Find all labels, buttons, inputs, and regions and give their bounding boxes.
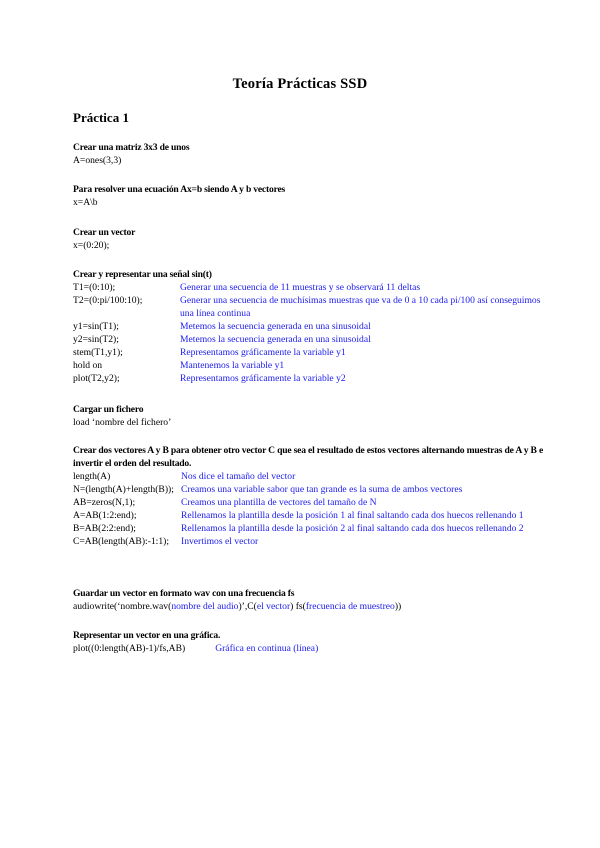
code-line: x=A\b [73, 197, 98, 208]
code-cell: y1=sin(T1); [73, 321, 119, 332]
param-comment: nombre del audio [171, 601, 239, 612]
section-load-file [73, 403, 543, 429]
section-heading: Representar un vector en una gráfica. [73, 630, 221, 641]
code-row [73, 509, 543, 522]
code-cell: y2=sin(T2); [73, 334, 119, 345]
comment-cell: Gráfica en continua (línea) [215, 643, 319, 654]
code-line: x=(0:20); [73, 240, 110, 251]
section-save-wav [73, 587, 543, 613]
comment-cell: Rellenamos la plantilla desde la posición 2 al final saltando cada dos huecos rellenando 2 [181, 523, 524, 534]
code-row [73, 359, 543, 372]
section-ones-matrix [73, 141, 543, 167]
code-row [73, 522, 543, 535]
section-heading: Cargar un fichero [73, 404, 144, 415]
section-heading: Crear dos vectores A y B para obtener otro vector C que sea el resultado de estos vectores alternando muestras de A y B e invertir el orden del resultado. [73, 445, 543, 469]
comment-cell: Representamos gráficamente la variable y2 [180, 373, 346, 384]
code-cell: T2=(0:pi/100:10); [73, 295, 143, 306]
comment-cell: Generar una secuencia de 11 muestras y se observará 11 deltas [180, 282, 421, 293]
code-cell: A=AB(1:2:end); [73, 510, 137, 521]
code-fragment: )) [394, 601, 402, 612]
code-line [73, 600, 543, 613]
section-heading: Crear y representar una señal sin(t) [73, 269, 212, 280]
code-fragment: ) fs( [290, 601, 306, 612]
section-heading: Para resolver una ecuación Ax=b siendo A y b vectores [73, 184, 286, 195]
comment-cell: Invertimos el vector [181, 536, 259, 547]
param-comment: frecuencia de muestreo [305, 601, 395, 612]
comment-cell: Representamos gráficamente la variable y1 [180, 347, 346, 358]
code-row [73, 281, 543, 294]
comment-cell: Creamos una variable sabor que tan grande es la suma de ambos vectores [181, 484, 463, 495]
param-comment: el vector [256, 601, 291, 612]
code-cell: plot(T2,y2); [73, 373, 120, 384]
code-line: A=ones(3,3) [73, 155, 122, 166]
section-plot-vector [73, 629, 543, 655]
code-cell: AB=zeros(N,1); [73, 497, 136, 508]
code-row [73, 372, 543, 385]
section-sine-signal [73, 268, 543, 385]
comment-cell: Nos dice el tamaño del vector [181, 471, 296, 482]
code-fragment: plot((0:length(AB)-1)/fs,AB) [73, 643, 186, 654]
code-cell: hold on [73, 360, 103, 371]
code-row [73, 470, 543, 483]
code-cell: T1=(0:10); [73, 282, 116, 293]
section-heading: Crear una matriz 3x3 de unos [73, 142, 190, 153]
comment-cell: Mantenemos la variable y1 [180, 360, 285, 371]
code-row [73, 320, 543, 333]
comment-cell: Metemos la secuencia generada en una sinusoidal [180, 321, 371, 332]
comment-cell: Creamos una plantilla de vectores del tamaño de N [181, 497, 377, 508]
code-row [73, 483, 543, 496]
practice-heading: Práctica 1 [73, 110, 129, 125]
comment-cell: Metemos la secuencia generada en una sinusoidal [180, 334, 371, 345]
section-interleave-vectors [73, 444, 543, 548]
section-solve-equation [73, 183, 543, 209]
code-cell: N=(length(A)+length(B)); [73, 484, 174, 495]
code-row [73, 346, 543, 359]
section-heading: Guardar un vector en formato wav con una frecuencia fs [73, 588, 295, 599]
code-row [73, 496, 543, 509]
section-heading: Crear un vector [73, 227, 136, 238]
code-fragment: audiowrite(‘nombre.wav( [73, 601, 172, 612]
code-fragment: )’,C( [238, 601, 257, 612]
code-line [73, 642, 543, 655]
section-create-vector [73, 226, 543, 252]
code-cell: stem(T1,y1); [73, 347, 123, 358]
document-title: Teoría Prácticas SSD [232, 76, 368, 92]
code-row [73, 294, 543, 320]
code-cell: C=AB(length(AB):-1:1); [73, 536, 170, 547]
comment-cell: Rellenamos la plantilla desde la posición 1 al final saltando cada dos huecos rellenando 1 [181, 510, 524, 521]
comment-cell: Generar una secuencia de muchísimas muestras que va de 0 a 10 cada pi/100 así conseguimos una línea continua [180, 295, 541, 319]
code-cell: length(A) [73, 471, 111, 482]
code-line: load ‘nombre del fichero’ [73, 417, 172, 428]
code-row [73, 333, 543, 346]
code-cell: B=AB(2:2:end); [73, 523, 136, 534]
code-row [73, 535, 543, 548]
